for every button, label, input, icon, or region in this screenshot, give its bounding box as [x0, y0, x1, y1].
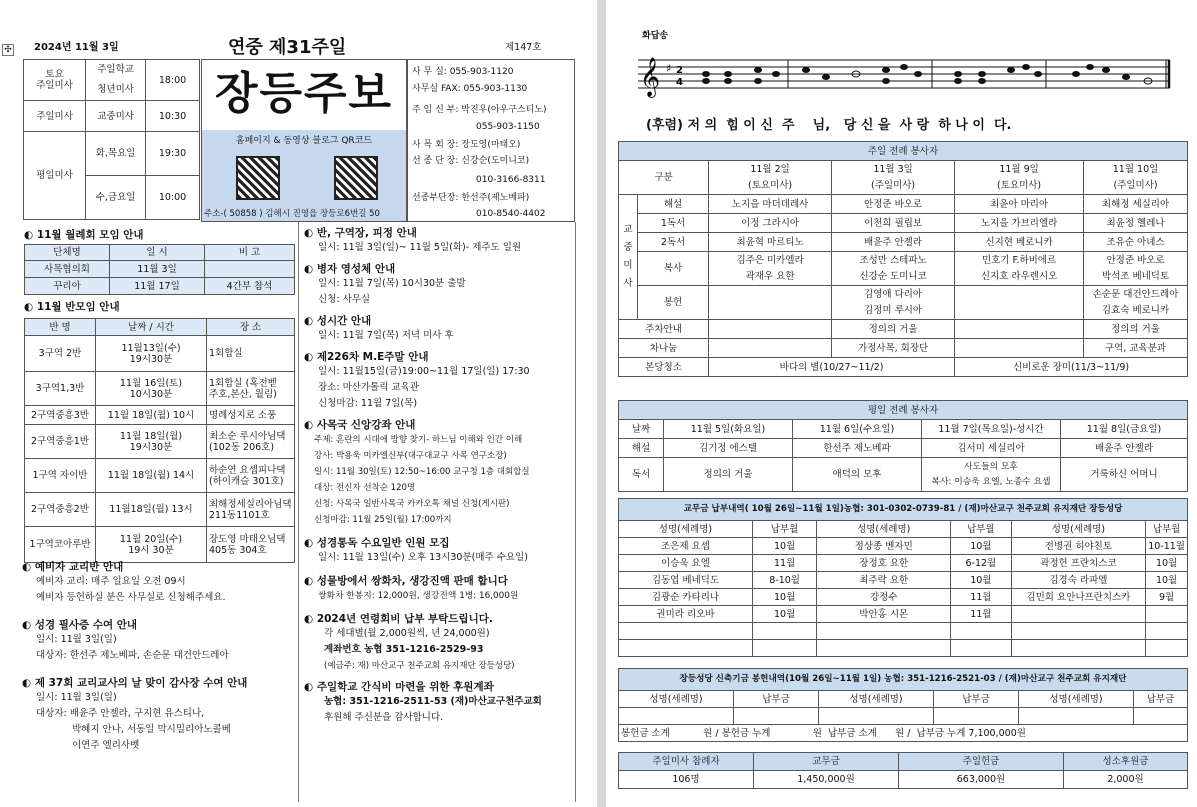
schedule-cell: 화,목요일 — [86, 132, 146, 176]
notice-line: 박혜지 안나, 서동일 막시밀리아노콜베 — [72, 724, 231, 735]
schedule-cell: 주일학교 청년미사 — [86, 60, 146, 101]
notice-line: 일시: 11월 13일(수) 오후 13시30분(매주 수요일) — [318, 552, 528, 563]
table-cell: 가정사목, 회장단 — [832, 339, 955, 358]
table-cell: 최윤아 마리아 — [955, 195, 1084, 214]
contact-line: 사무실 FAX: 055-903-1130 — [412, 84, 528, 94]
contact-line: 선 종 단 장: 신강순(도미니코) — [412, 156, 530, 166]
table-cell: 2구역중흥3반 — [25, 406, 96, 425]
table-cell: 신지현 베로니카 — [955, 233, 1084, 252]
notice-line: 신청마감: 11월 25일(월) 17:00까지 — [314, 515, 452, 525]
role-cell: 본당청소 — [619, 358, 709, 377]
table-header: 장 소 — [207, 319, 295, 336]
table-cell — [817, 640, 951, 657]
table-cell: 11월 — [752, 555, 816, 572]
monthly-meeting-heading: ◐ 11월 월례회 모임 안내 — [24, 229, 144, 241]
totals-row: 봉헌금 소계 원 / 봉헌금 누계 원 납부금 소계 원 / 납부금 누계 7,100,000원 — [619, 725, 1188, 742]
table-cell: 이승욱 요엘 — [619, 555, 753, 572]
table-cell: 하순연 요셉피나댁 (하이캐슬 301호) — [207, 459, 295, 493]
bulletin-date: 2024년 11월 3일 — [34, 42, 119, 53]
table-header: 납부월 — [752, 521, 816, 538]
notice-heading: ◐ 예비자 교리반 안내 — [22, 561, 124, 573]
table-header: 성명(세례명) — [619, 691, 734, 708]
table-header: 성명(세례명) — [1019, 691, 1134, 708]
table-cell: 3구역 2반 — [25, 336, 96, 372]
table-cell: 정의의 거울 — [832, 320, 955, 339]
notice-line: (예금주: 재) 마산교구 천주교회 유지재단 장등성당) — [324, 661, 515, 671]
right-page — [606, 0, 1197, 807]
table-cell: 11월 — [951, 589, 1012, 606]
homepage-qr-code[interactable] — [236, 156, 280, 200]
monthly-meeting-table — [24, 244, 295, 295]
table-cell: 2,000원 — [1064, 771, 1188, 789]
notice-line: 신청마감: 11월 7일(목) — [318, 398, 418, 409]
table-header: 납부금 — [934, 691, 1019, 708]
table-cell: 11월 20일(수) 19시 30분 — [96, 527, 207, 563]
table-cell: 최해정세실리아님댁 211동1101호 — [207, 493, 295, 527]
contacts-box — [407, 59, 575, 222]
dues-table — [618, 498, 1188, 657]
notice-line: 농협: 351-1216-2511-53 (재)마산교구천주교회 — [324, 696, 542, 707]
table-cell: 정의의 거울 — [1084, 320, 1188, 339]
left-notices — [22, 560, 298, 754]
table-header: 성명(세례명) — [819, 691, 934, 708]
contact-line: 055-903-1150 — [476, 122, 540, 132]
table-cell: 박안홍 시몬 — [817, 606, 951, 623]
contact-line: 010-8540-4402 — [476, 209, 546, 219]
table-cell: 장정호 요한 — [817, 555, 951, 572]
table-cell: 10-11월 — [1146, 538, 1188, 555]
table-header: 성명(세례명) — [817, 521, 951, 538]
notice-heading: ◐ 2024년 연령회비 납부 부탁드립니다. — [304, 613, 493, 625]
schedule-cell: 교중미사 — [86, 101, 146, 132]
role-cell: 독서 — [619, 458, 664, 492]
table-cell — [734, 708, 819, 725]
contact-line: 010-3166-8311 — [476, 175, 546, 185]
table-cell: 노지을 마더데레사 — [709, 195, 832, 214]
table-cell: 손순문 대건안드레아 김효숙 베로니카 — [1084, 286, 1188, 320]
table-cell: 최윤혁 마르티노 — [709, 233, 832, 252]
table-cell: 11월18일(월) 13시 — [96, 493, 207, 527]
table-cell: 106명 — [619, 771, 754, 789]
table-header: 납부월 — [951, 521, 1012, 538]
contact-line: 사 무 실: 055-903-1120 — [412, 67, 514, 77]
table-header: 날짜 / 시간 — [96, 319, 207, 336]
svg-text:♯: ♯ — [666, 62, 672, 75]
table-cell: 3구역1,3반 — [25, 372, 96, 406]
table-cell: 663,000원 — [899, 771, 1064, 789]
table-header: 납부금 — [734, 691, 819, 708]
table-header: 비 고 — [205, 245, 295, 261]
table-title: 주일 전례 봉사자 — [619, 142, 1188, 161]
title-box — [201, 59, 407, 222]
notice-line: 쌍화차 한봉지: 12,000원, 생강진액 1병: 16,000원 — [318, 591, 519, 601]
table-cell: 노지을 가브리엘라 — [955, 214, 1084, 233]
schedule-cell: 19:30 — [146, 132, 200, 176]
notice-heading: ◐ 사목국 신앙강좌 안내 — [304, 419, 416, 431]
weekday-servers-table — [618, 400, 1188, 492]
table-cell: 김서미 세실리아 — [922, 439, 1061, 458]
table-cell: 이정 그라시아 — [709, 214, 832, 233]
notice-line: 일시: 11월 3일(일) — [36, 634, 117, 645]
table-cell — [619, 640, 753, 657]
parish-address: 주소-( 50858 ) 김해시 진영읍 장등로6번길 50 — [204, 209, 380, 219]
notice-line: 후원해 주신분을 감사합니다. — [324, 712, 444, 723]
notice-line: 강사: 박용욱 미카엘신부(대구대교구 사목 연구소장) — [314, 451, 507, 461]
table-cell: 11월 3일 — [110, 261, 205, 278]
psalm-music-staff — [636, 48, 1176, 104]
table-cell: 거룩하신 어머니 — [1061, 458, 1188, 492]
left-page — [0, 0, 597, 807]
notice-heading: ◐ 제226차 M.E주말 안내 — [304, 351, 429, 363]
notice-line: 각 세대별(월 2,000원씩, 년 24,000원) — [324, 628, 490, 639]
contact-line: 사 목 회 장: 장도영(마태오) — [412, 140, 521, 150]
table-cell — [1134, 708, 1188, 725]
table-cell: 1구역코아루반 — [25, 527, 96, 563]
date-header: 11월 10일 (주일미사) — [1084, 161, 1188, 195]
table-cell: 10월 — [752, 606, 816, 623]
table-cell: 권미라 리오바 — [619, 606, 753, 623]
table-cell: 2구역중흥2반 — [25, 493, 96, 527]
table-cell: 김민희 요안나프란치스카 — [1011, 589, 1146, 606]
table-header: 교무금 — [754, 753, 899, 771]
schedule-cell: 수,금요일 — [86, 176, 146, 220]
table-cell — [1011, 623, 1146, 640]
table-cell: 최윤정 헬레나 — [1084, 214, 1188, 233]
table-cell: 11월 7일(목요일)-성시간 — [922, 420, 1061, 439]
table-cell: 신비로운 장미(11/3~11/9) — [955, 358, 1188, 377]
table-cell — [955, 320, 1084, 339]
table-cell — [709, 339, 832, 358]
notice-line: 대상자: 한선주 제노베파, 손순문 대건안드레아 — [36, 650, 229, 661]
date-header: 11월 9일 (토요미사) — [955, 161, 1084, 195]
notice-heading: ◐ 성경 필사증 수여 안내 — [22, 619, 138, 631]
table-cell: 11월13일(수) 19시30분 — [96, 336, 207, 372]
role-cell: 해설 — [619, 439, 664, 458]
table-cell: 배윤주 안젤라 — [832, 233, 955, 252]
table-cell: 1회합실 — [207, 336, 295, 372]
middle-notices — [304, 226, 574, 726]
table-cell: 바다의 별(10/27~11/2) — [709, 358, 955, 377]
table-cell: 11월 5일(화요일) — [664, 420, 793, 439]
table-cell: 전병권 히야친토 — [1011, 538, 1146, 555]
qr-panel — [202, 130, 406, 221]
side-label: 교중미사 — [619, 195, 638, 320]
table-cell — [619, 708, 734, 725]
table-cell: 장도영 마태오님댁 405동 304호 — [207, 527, 295, 563]
table-cell: 4간부 참석 — [205, 278, 295, 295]
table-header: 납부금 — [1134, 691, 1188, 708]
table-cell: 배윤주 안젤라 — [1061, 439, 1188, 458]
svg-text:𝄞: 𝄞 — [640, 57, 661, 97]
ban-meeting-heading: ◐ 11월 반모임 안내 — [24, 301, 120, 313]
table-title: 교무금 납부내역( 10월 26일~11월 1일)농협: 301-0302-0739-81 / (재)마산교구 천주교회 유지재단 장등성당 — [619, 499, 1188, 521]
table-cell: 11월 18일(월) 10시 — [96, 406, 207, 425]
table-cell: 꾸리아 — [25, 278, 110, 295]
contact-line: 주 임 신 부: 박진우(아우구스티노) — [412, 105, 547, 115]
table-cell — [619, 623, 753, 640]
table-cell — [752, 623, 816, 640]
homepage-caption: 홈페이지 & 동영상 블로그 QR코드 — [235, 136, 373, 146]
bulletin-title: 장등주보 — [214, 68, 393, 119]
table-cell: 11월 18일(월) 14시 — [96, 459, 207, 493]
issue-number: 제147호 — [505, 42, 542, 53]
table-cell — [951, 640, 1012, 657]
table-cell — [951, 623, 1012, 640]
table-cell: 애덕의 모후 — [793, 458, 922, 492]
table-cell — [752, 640, 816, 657]
notice-line: 일시: 11월 3일(일)~ 11월 5일(화)- 제주도 일원 — [318, 242, 522, 253]
notice-line: 주제: 혼란의 시대에 방향 찾기- 하느님 이해와 인간 이해 — [314, 435, 523, 445]
table-cell — [1146, 640, 1188, 657]
role-cell: 2독서 — [638, 233, 709, 252]
table-header: 주일헌금 — [899, 753, 1064, 771]
table-cell — [819, 708, 934, 725]
week-title: 연중 제31주일 — [228, 37, 347, 58]
table-cell: 강정수 — [817, 589, 951, 606]
schedule-cell: 평일미사 — [24, 132, 86, 220]
table-cell: 11월 8일(금요일) — [1061, 420, 1188, 439]
table-cell: 구역, 교육분과 — [1084, 339, 1188, 358]
table-cell: 김영애 다리아 김정미 루시아 — [832, 286, 955, 320]
table-cell — [1146, 606, 1188, 623]
notice-line: 신청: 사무실 — [318, 294, 371, 305]
notice-line: 일시: 11월 7일(목) 저녁 미사 후 — [318, 330, 454, 341]
table-cell — [1011, 640, 1146, 657]
table-cell: 10월 — [951, 538, 1012, 555]
table-cell: 10월 — [1146, 572, 1188, 589]
schedule-cell: 10:30 — [146, 101, 200, 132]
table-cell: 조유순 아녜스 — [1084, 233, 1188, 252]
table-cell — [955, 286, 1084, 320]
schedule-cell: 18:00 — [146, 60, 200, 101]
table-cell: 민호기 F.하비에르 신지호 라우렌시오 — [955, 252, 1084, 286]
notice-heading: ◐ 주일학교 간식비 마련을 위한 후원계좌 — [304, 681, 494, 693]
table-cell: 최소순 루시아님댁 (102동 206호) — [207, 425, 295, 459]
role-cell: 1독서 — [638, 214, 709, 233]
notice-line: 일시: 11월 7일(목) 10시30분 출발 — [318, 278, 466, 289]
table-header: 반 명 — [25, 319, 96, 336]
schedule-cell: 10:00 — [146, 176, 200, 220]
table-cell: 11월 6일(수요일) — [793, 420, 922, 439]
table-cell: 김기정 에스텔 — [664, 439, 793, 458]
table-cell: 10월 — [752, 589, 816, 606]
table-cell: 김동엽 베네딕도 — [619, 572, 753, 589]
table-cell: 정상종 벤자민 — [817, 538, 951, 555]
table-header: 주일미사 참례자 — [619, 753, 754, 771]
table-cell: 1구역 자이반 — [25, 459, 96, 493]
role-cell: 봉헌 — [638, 286, 709, 320]
video-blog-qr-code[interactable] — [334, 156, 378, 200]
table-header: 성명(세례명) — [1011, 521, 1146, 538]
notice-line: 일시: 11월 3일(일) — [36, 692, 117, 703]
table-cell: 이천희 필립보 — [832, 214, 955, 233]
svg-text:4: 4 — [676, 77, 683, 88]
table-cell: 사도들의 모후 복사: 이승욱 요엘, 노종수 요셉 — [922, 458, 1061, 492]
schedule-cell: 주일미사 — [24, 101, 86, 132]
notice-line: 이연주 엘리사벳 — [72, 740, 140, 751]
role-cell: 주차안내 — [619, 320, 709, 339]
schedule-cell: 토요 주일미사 — [24, 60, 86, 101]
table-cell: 8-10월 — [752, 572, 816, 589]
table-cell: 11월 — [951, 606, 1012, 623]
table-header: 단체명 — [25, 245, 110, 261]
table-cell — [709, 320, 832, 339]
table-cell — [709, 286, 832, 320]
table-header: 납부월 — [1146, 521, 1188, 538]
notice-heading: ◐ 반, 구역장, 피정 안내 — [304, 227, 417, 239]
table-cell: 명례성지로 소풍 — [207, 406, 295, 425]
table-cell: 정의의 거울 — [664, 458, 793, 492]
date-header: 11월 2일 (토요미사) — [709, 161, 832, 195]
table-cell: 조성만 스테파노 신강순 도미니코 — [832, 252, 955, 286]
table-cell: 11월 17일 — [110, 278, 205, 295]
table-header: 성명(세례명) — [619, 521, 753, 538]
table-cell: 김경숙 라파엘 — [1011, 572, 1146, 589]
table-move-handle[interactable]: ✣ — [2, 44, 14, 56]
notice-line: 대상자: 배윤주 안젤라, 구지현 유스티나, — [36, 708, 205, 719]
notice-line: 장소: 마산가톨릭 교육관 — [318, 382, 420, 393]
building-fund-table — [618, 668, 1188, 742]
psalm-label: 화답송 — [642, 31, 669, 41]
table-cell: 2구역중흥1반 — [25, 425, 96, 459]
table-cell: 6-12월 — [951, 555, 1012, 572]
table-cell: 김주은 미카엘라 곽재우 요한 — [709, 252, 832, 286]
table-cell: 곽정헌 프란치스코 — [1011, 555, 1146, 572]
role-cell: 복사 — [638, 252, 709, 286]
table-cell: 9월 — [1146, 589, 1188, 606]
table-title: 평일 전례 봉사자 — [619, 401, 1188, 420]
notice-heading: ◐ 제 37회 교리교사의 날 맞이 감사장 수여 안내 — [22, 677, 248, 689]
table-cell: 김광순 카타리나 — [619, 589, 753, 606]
table-title: 장등성당 신축기금 봉헌내역(10월 26일~11월 1일) 농협: 351-1216-2521-03 / (재)마산교구 천주교회 유지재단 — [619, 669, 1188, 691]
role-cell: 차나눔 — [619, 339, 709, 358]
contact-line: 선종부단장: 한선주(제노베파) — [412, 193, 530, 203]
table-cell: 1회합실 (혹전벧 주호,본산, 월림) — [207, 372, 295, 406]
notice-heading: ◐ 병자 영성체 안내 — [304, 263, 396, 275]
table-cell: 10월 — [951, 572, 1012, 589]
table-cell — [934, 708, 1019, 725]
date-header: 11월 3일 (주일미사) — [832, 161, 955, 195]
table-cell: 조은제 요셉 — [619, 538, 753, 555]
table-cell — [1011, 606, 1146, 623]
svg-text:2: 2 — [676, 65, 683, 76]
table-cell: 1,450,000원 — [754, 771, 899, 789]
table-cell: 안정준 바오로 박석조 베네딕토 — [1084, 252, 1188, 286]
table-cell: 최해정 세실리아 — [1084, 195, 1188, 214]
ban-meeting-table — [24, 318, 295, 563]
notice-line: 계좌번호 농협 351-1216-2529-93 — [324, 644, 484, 655]
table-cell — [1019, 708, 1134, 725]
table-cell: 한선주 제노베파 — [793, 439, 922, 458]
table-cell: 11월 16일(토) 10시30분 — [96, 372, 207, 406]
table-cell — [955, 339, 1084, 358]
table-cell: 최주락 요한 — [817, 572, 951, 589]
table-cell: 10월 — [752, 538, 816, 555]
table-cell — [817, 623, 951, 640]
role-cell: 해설 — [638, 195, 709, 214]
mass-schedule-table — [23, 59, 200, 220]
table-cell — [1146, 623, 1188, 640]
notice-line: 신청: 사목국 일반사목국 카카오톡 채널 신청(게시판) — [314, 499, 510, 509]
table-cell: 안정준 바오로 — [832, 195, 955, 214]
table-cell: 10월 — [1146, 555, 1188, 572]
role-cell: 날짜 — [619, 420, 664, 439]
notice-line: 예비자 등헌하실 분은 사무실로 신청해주세요. — [36, 592, 226, 603]
table-cell — [205, 261, 295, 278]
table-header: 일 시 — [110, 245, 205, 261]
offering-summary-table — [618, 752, 1188, 789]
notice-line: 일시: 11월15일(금)19:00~11월 17일(일) 17:30 — [318, 366, 530, 377]
psalm-refrain: (후렴) 저 의 힘 이 신 주 님, 당 신 을 사 랑 하 나 이 다. — [646, 118, 1012, 133]
table-header: 성소후원금 — [1064, 753, 1188, 771]
table-cell: 11월 18일(월) 19시30분 — [96, 425, 207, 459]
notice-line: 일시: 11월 30일(토) 12:50~16:00 교구청 1층 대회합실 — [314, 467, 530, 477]
notice-heading: ◐ 성시간 안내 — [304, 315, 372, 327]
notice-line: 대상: 전신자 선착순 120명 — [314, 483, 416, 493]
table-header: 구분 — [619, 161, 709, 195]
page-gutter — [597, 0, 606, 807]
sunday-servers-table — [618, 141, 1188, 377]
notice-heading: ◐ 성경통독 수요일반 인원 모집 — [304, 537, 450, 549]
notice-heading: ◐ 성물방에서 쌍화차, 생강진액 판매 합니다 — [304, 575, 508, 587]
table-cell: 사목협의회 — [25, 261, 110, 278]
notice-line: 예비자 교리: 매주 일요일 오전 09시 — [36, 576, 186, 587]
